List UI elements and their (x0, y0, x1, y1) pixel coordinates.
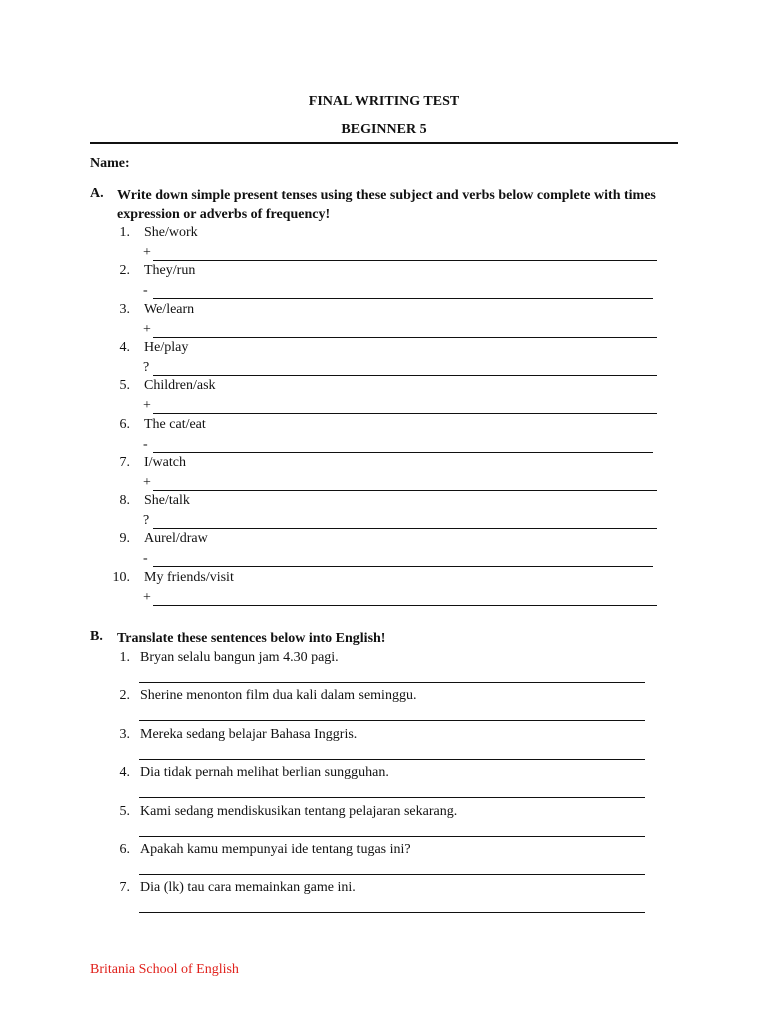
answer-type-symbol: - (143, 283, 148, 299)
answer-type-symbol: - (143, 551, 148, 567)
section-b-item-number: 1. (119, 650, 130, 665)
answer-underline (153, 323, 657, 338)
section-a-item-number: 7. (119, 454, 130, 470)
section-a-item-prompt: We/learn (144, 301, 195, 317)
section-b-answer-line[interactable] (139, 912, 645, 913)
answer-type-symbol: + (143, 245, 151, 260)
section-a-item-number: 9. (119, 531, 130, 547)
section-a-item-prompt: My friends/visit (144, 569, 234, 585)
section-a-item-prompt: Aurel/draw (144, 531, 208, 547)
answer-underline (153, 552, 653, 567)
answer-type-symbol: ? (143, 359, 150, 375)
section-b-item-sentence: Sherine menonton film dua kali dalam seminggu. (140, 688, 417, 704)
section-a-item-prompt: They/run (144, 263, 196, 279)
answer-underline (153, 361, 657, 376)
section-a-item-prompt: She/work (144, 225, 198, 240)
section-b-item-number: 4. (119, 765, 130, 781)
answer-type-symbol: + (143, 398, 151, 414)
section-b-item-sentence: Bryan selalu bangun jam 4.30 pagi. (140, 650, 339, 665)
section-b-item-sentence: Dia (lk) tau cara memainkan game ini. (140, 880, 356, 896)
section-a-item-number: 10. (112, 569, 130, 585)
section-a-answer-line[interactable] (143, 435, 653, 453)
section-b-item-number: 6. (119, 842, 130, 857)
section-b-answer-line[interactable] (139, 797, 645, 798)
section-b-answer-line[interactable] (139, 759, 645, 760)
section-a-item-number: 2. (119, 263, 130, 279)
section-a-instruction: Write down simple present tenses using these subject and verbs below complete with times expression or adverbs of frequency! (117, 188, 656, 222)
school-footer: Britania School of English (90, 962, 239, 977)
section-b-item-number: 2. (119, 688, 130, 704)
name-label: Name: (90, 156, 130, 171)
section-a-item-prompt: Children/ask (144, 378, 216, 394)
section-a-item-number: 4. (119, 339, 130, 355)
answer-type-symbol: + (143, 474, 151, 490)
section-b-item-sentence: Kami sedang mendiskusikan tentang pelajaran sekarang. (140, 803, 458, 819)
section-a-answer-line[interactable] (143, 549, 653, 567)
answer-underline (153, 514, 657, 529)
answer-underline (153, 438, 653, 453)
section-a-answer-line[interactable] (143, 473, 657, 491)
section-a-answer-line[interactable] (143, 396, 657, 414)
section-b-item-sentence: Mereka sedang belajar Bahasa Inggris. (140, 726, 358, 742)
answer-underline (153, 591, 657, 606)
section-a-answer-line[interactable] (143, 588, 657, 606)
section-b-letter: B. (90, 629, 103, 644)
answer-underline (153, 246, 657, 261)
section-a-answer-line[interactable] (143, 511, 657, 529)
section-a-item-number: 8. (119, 493, 130, 509)
section-b-answer-line[interactable] (139, 720, 645, 721)
section-b-item-number: 3. (119, 726, 130, 742)
test-title: FINAL WRITING TEST (308, 94, 460, 109)
section-b-answer-line[interactable] (139, 874, 645, 875)
section-b-item-number: 7. (119, 880, 130, 896)
section-a-item-prompt: I/watch (144, 454, 186, 470)
answer-type-symbol: - (143, 436, 148, 452)
section-b-answer-line[interactable] (139, 682, 645, 683)
section-b-instruction: Translate these sentences below into English! (117, 631, 386, 646)
answer-underline (153, 399, 657, 414)
section-b-item-sentence: Apakah kamu mempunyai ide tentang tugas ini? (140, 842, 411, 857)
test-level: BEGINNER 5 (341, 122, 427, 137)
answer-type-symbol: + (143, 589, 151, 605)
section-b-item-number: 5. (119, 803, 130, 819)
answer-underline (153, 284, 653, 299)
section-a-item-number: 3. (119, 301, 130, 317)
answer-type-symbol: + (143, 321, 151, 337)
section-a-item-number: 5. (119, 378, 130, 394)
section-a-item-number: 6. (119, 416, 130, 432)
section-a-letter: A. (90, 186, 104, 201)
section-a-answer-line[interactable] (143, 358, 657, 376)
answer-type-symbol: ? (143, 513, 150, 529)
section-a-answer-line[interactable] (143, 281, 653, 299)
section-a-item-number: 1. (119, 225, 130, 240)
answer-underline (153, 476, 657, 491)
header-divider (90, 142, 678, 144)
section-a-item-prompt: The cat/eat (144, 416, 206, 432)
section-a-item-prompt: He/play (144, 339, 189, 355)
section-a-item-prompt: She/talk (144, 493, 190, 509)
section-a-answer-line[interactable] (143, 320, 657, 338)
section-a-answer-line[interactable] (143, 243, 657, 261)
section-b-answer-line[interactable] (139, 836, 645, 837)
section-b-item-sentence: Dia tidak pernah melihat berlian sungguhan. (140, 765, 389, 781)
